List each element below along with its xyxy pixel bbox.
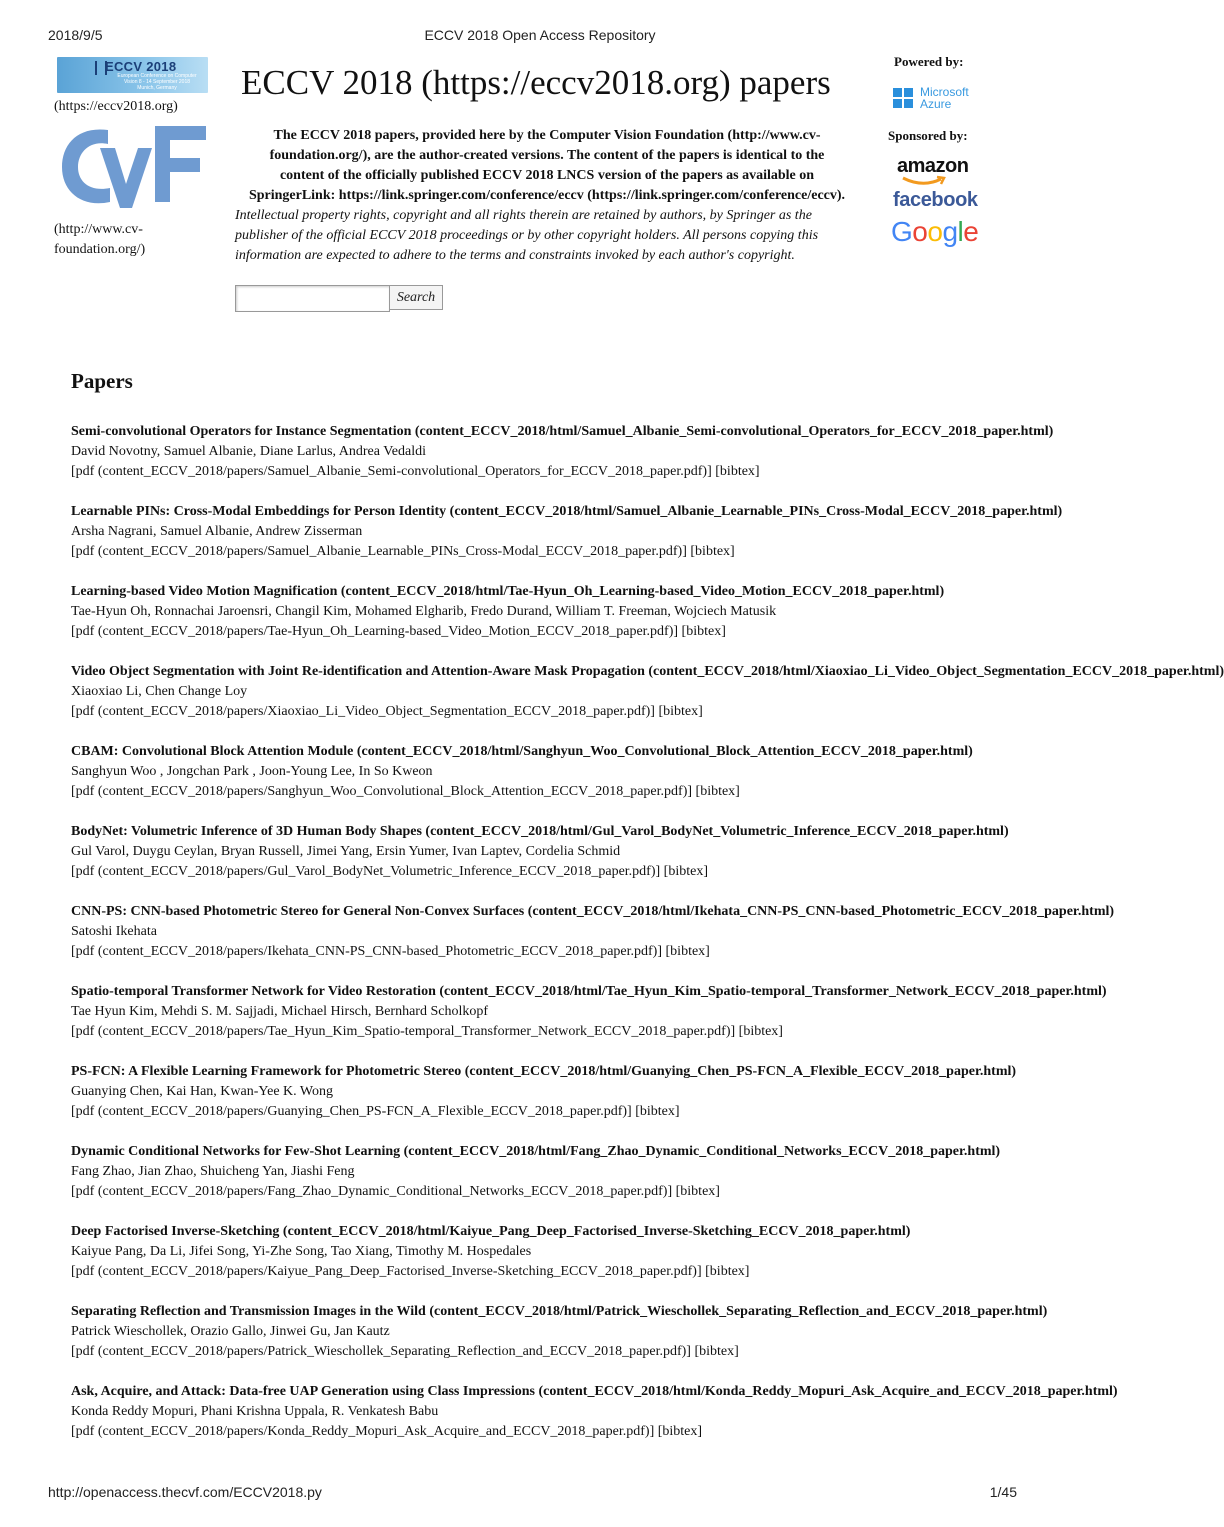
cvf-link[interactable]: (http://www.cv- foundation.org/) — [54, 222, 146, 257]
amazon-logo[interactable]: amazon — [897, 155, 969, 177]
paper-pdf-link[interactable]: [pdf (content_ECCV_2018/papers/Samuel_Albanie_Semi-convolutional_Operators_for_ECCV_2018_paper.pdf)] — [71, 464, 712, 479]
paper-authors: Tae-Hyun Oh, Ronnachai Jaroensri, Changil Kim, Mohamed Elgharib, Fredo Durand, William T. Freeman, Wojciech Matusik — [71, 604, 777, 619]
paper-entry — [71, 1222, 1031, 1302]
paper-title-link[interactable]: PS-FCN: A Flexible Learning Framework for Photometric Stereo (content_ECCV_2018/html/Guanying_Chen_PS-FCN_A_Flexible_ECCV_2018_paper.html) — [71, 1064, 1017, 1079]
paper-pdf-link[interactable]: [pdf (content_ECCV_2018/papers/Kaiyue_Pang_Deep_Factorised_Inverse-Sketching_ECCV_2018_paper.pdf)] — [71, 1264, 702, 1279]
paper-title-link[interactable]: Separating Reflection and Transmission Images in the Wild (content_ECCV_2018/html/Patrick_Wieschollek_Separating_Reflection_and_ECCV_2018_paper.html) — [71, 1304, 1048, 1319]
paper-pdf-link[interactable]: [pdf (content_ECCV_2018/papers/Samuel_Albanie_Learnable_PINs_Cross-Modal_ECCV_2018_paper.pdf)] — [71, 544, 687, 559]
paper-bibtex-link[interactable]: [bibtex] — [658, 704, 703, 719]
amazon-smile-icon — [901, 176, 947, 186]
paper-pdf-link[interactable]: [pdf (content_ECCV_2018/papers/Tae-Hyun_Oh_Learning-based_Video_Motion_ECCV_2018_paper.pdf)] — [71, 624, 679, 639]
powered-by-label: Powered by: — [894, 54, 964, 69]
paper-title-link[interactable]: Deep Factorised Inverse-Sketching (content_ECCV_2018/html/Kaiyue_Pang_Deep_Factorised_Inverse-Sketching_ECCV_2018_paper.html) — [71, 1224, 911, 1239]
paper-bibtex-link[interactable]: [bibtex] — [663, 864, 708, 879]
paper-title-link[interactable]: CBAM: Convolutional Block Attention Module (content_ECCV_2018/html/Sanghyun_Woo_Convolutional_Block_Attention_ECCV_2018_paper.html) — [71, 744, 973, 759]
paper-authors: Tae Hyun Kim, Mehdi S. M. Sajjadi, Michael Hirsch, Bernhard Scholkopf — [71, 1004, 489, 1019]
paper-authors: Konda Reddy Mopuri, Phani Krishna Uppala, R. Venkatesh Babu — [71, 1404, 439, 1419]
paper-authors: Satoshi Ikehata — [71, 924, 157, 939]
paper-pdf-link[interactable]: [pdf (content_ECCV_2018/papers/Patrick_Wieschollek_Separating_Reflection_and_ECCV_2018_paper.pdf)] — [71, 1344, 691, 1359]
eccv-link[interactable]: (https://eccv2018.org) — [54, 99, 178, 114]
paper-bibtex-link[interactable]: [bibtex] — [738, 1024, 783, 1039]
eccv-logo-text: ECCV 2018 — [105, 59, 177, 74]
paper-pdf-link[interactable]: [pdf (content_ECCV_2018/papers/Tae_Hyun_Kim_Spatio-temporal_Transformer_Network_ECCV_2018_paper.pdf)] — [71, 1024, 736, 1039]
intro-italic-line: publisher of the official ECCV 2018 proceedings or by other copyright holders. All persons copying this — [235, 228, 819, 243]
paper-pdf-link[interactable]: [pdf (content_ECCV_2018/papers/Ikehata_CNN-PS_CNN-based_Photometric_ECCV_2018_paper.pdf)] — [71, 944, 663, 959]
intro-bold-line: content of the officially published ECCV 2018 LNCS version of the papers as available on — [279, 168, 815, 183]
paper-pdf-link[interactable]: [pdf (content_ECCV_2018/papers/Sanghyun_Woo_Convolutional_Block_Attention_ECCV_2018_paper.pdf)] — [71, 784, 693, 799]
paper-pdf-link[interactable]: [pdf (content_ECCV_2018/papers/Xiaoxiao_Li_Video_Object_Segmentation_ECCV_2018_paper.pdf)] — [71, 704, 655, 719]
paper-authors: Patrick Wieschollek, Orazio Gallo, Jinwei Gu, Jan Kautz — [71, 1324, 390, 1339]
paper-title-link[interactable]: Video Object Segmentation with Joint Re-identification and Attention-Aware Mask Propagation (content_ECCV_2018/html/Xiaoxiao_Li_Video_Object_Segmentation_ECCV_2018_paper.html) — [71, 664, 1224, 679]
paper-authors: Xiaoxiao Li, Chen Change Loy — [71, 684, 248, 699]
paper-title-link[interactable]: Learning-based Video Motion Magnification (content_ECCV_2018/html/Tae-Hyun_Oh_Learning-based_Video_Motion_ECCV_2018_paper.html) — [71, 584, 945, 599]
print-page-title: ECCV 2018 Open Access Repository — [424, 27, 656, 43]
intro-bold-line: foundation.org/), are the author-created versions. The content of the papers is identical to the — [269, 148, 825, 163]
paper-entry — [71, 742, 1031, 822]
paper-bibtex-link[interactable]: [bibtex] — [715, 464, 760, 479]
paper-entry — [71, 822, 1031, 902]
paper-bibtex-link[interactable]: [bibtex] — [695, 784, 740, 799]
paper-entry — [71, 1382, 1118, 1462]
paper-bibtex-link[interactable]: [bibtex] — [681, 624, 726, 639]
paper-bibtex-link[interactable]: [bibtex] — [665, 944, 710, 959]
azure-logo-text: Microsoft Azure — [920, 85, 969, 111]
sponsored-by-label: Sponsored by: — [888, 128, 968, 143]
paper-title-link[interactable]: CNN-PS: CNN-based Photometric Stereo for General Non-Convex Surfaces (content_ECCV_2018/html/Ikehata_CNN-PS_CNN-based_Photometric_ECCV_2018_paper.html) — [71, 904, 1115, 919]
paper-title-link[interactable]: Learnable PINs: Cross-Modal Embeddings for Person Identity (content_ECCV_2018/html/Samuel_Albanie_Learnable_PINs_Cross-Modal_ECCV_2018_paper.html) — [71, 504, 1063, 519]
paper-authors: Guanying Chen, Kai Han, Kwan-Yee K. Wong — [71, 1084, 333, 1099]
intro-text — [232, 126, 862, 266]
intro-italic-line: Intellectual property rights, copyright and all rights therein are retained by authors, by Springer as the — [235, 208, 812, 223]
google-logo[interactable]: Google — [891, 216, 979, 247]
paper-authors: David Novotny, Samuel Albanie, Diane Larlus, Andrea Vedaldi — [71, 444, 426, 459]
eccv-logo-subtitle: European Conference on Computer Vision 8 - 14 September 2018 Munich, Germany — [117, 73, 197, 91]
intro-italic-line: information are expected to adhere to the terms and constraints invoked by each author's copyright. — [235, 248, 795, 263]
paper-bibtex-link[interactable]: [bibtex] — [635, 1104, 680, 1119]
paper-entry — [71, 1062, 1031, 1142]
print-date: 2018/9/5 — [48, 27, 103, 43]
paper-bibtex-link[interactable]: [bibtex] — [690, 544, 735, 559]
paper-entry — [71, 662, 1224, 742]
paper-title-link[interactable]: Dynamic Conditional Networks for Few-Shot Learning (content_ECCV_2018/html/Fang_Zhao_Dynamic_Conditional_Networks_ECCV_2018_paper.html) — [71, 1144, 1001, 1159]
print-url: http://openaccess.thecvf.com/ECCV2018.py — [48, 1484, 322, 1500]
microsoft-azure-logo[interactable] — [893, 86, 975, 114]
paper-title-link[interactable]: Spatio-temporal Transformer Network for Video Restoration (content_ECCV_2018/html/Tae_Hyun_Kim_Spatio-temporal_Transformer_Network_ECCV_2018_paper.html) — [71, 984, 1107, 999]
paper-bibtex-link[interactable]: [bibtex] — [657, 1424, 703, 1439]
paper-pdf-link[interactable]: [pdf (content_ECCV_2018/papers/Fang_Zhao_Dynamic_Conditional_Networks_ECCV_2018_paper.pdf)] — [71, 1184, 673, 1199]
paper-pdf-link[interactable]: [pdf (content_ECCV_2018/papers/Gul_Varol_BodyNet_Volumetric_Inference_ECCV_2018_paper.pdf)] — [71, 864, 661, 879]
paper-authors: Gul Varol, Duygu Ceylan, Bryan Russell, Jimei Yang, Ersin Yumer, Ivan Laptev, Cordelia Schmid — [71, 844, 621, 859]
paper-entry — [71, 422, 1054, 502]
eccv-logo[interactable] — [57, 57, 208, 93]
paper-authors: Arsha Nagrani, Samuel Albanie, Andrew Zisserman — [71, 524, 363, 539]
print-page-number: 1/45 — [989, 1484, 1017, 1500]
windows-icon — [893, 88, 913, 108]
paper-authors: Kaiyue Pang, Da Li, Jifei Song, Yi-Zhe Song, Tao Xiang, Timothy M. Hospedales — [71, 1244, 532, 1259]
paper-bibtex-link[interactable]: [bibtex] — [705, 1264, 750, 1279]
intro-bold-line: The ECCV 2018 papers, provided here by the Computer Vision Foundation (http://www.cv- — [273, 128, 821, 143]
paper-bibtex-link[interactable]: [bibtex] — [675, 1184, 720, 1199]
paper-title-link[interactable]: BodyNet: Volumetric Inference of 3D Human Body Shapes (content_ECCV_2018/html/Gul_Varol_BodyNet_Volumetric_Inference_ECCV_2018_paper.html) — [71, 824, 1009, 839]
paper-title-link[interactable]: Ask, Acquire, and Attack: Data-free UAP Generation using Class Impressions (content_ECCV_2018/html/Konda_Reddy_Mopuri_Ask_Acquire_and_ECCV_2018_paper.html) — [71, 1384, 1118, 1399]
paper-bibtex-link[interactable]: [bibtex] — [694, 1344, 739, 1359]
print-header — [48, 27, 1032, 45]
paper-entry — [71, 982, 1107, 1062]
paper-pdf-link[interactable]: [pdf (content_ECCV_2018/papers/Konda_Reddy_Mopuri_Ask_Acquire_and_ECCV_2018_paper.pdf)] — [71, 1424, 655, 1439]
paper-entry — [71, 502, 1063, 582]
search-button[interactable]: Search — [389, 285, 443, 310]
search-input[interactable] — [235, 285, 390, 312]
facebook-logo[interactable]: facebook — [893, 189, 978, 211]
paper-title-link[interactable]: Semi-convolutional Operators for Instance Segmentation (content_ECCV_2018/html/Samuel_Albanie_Semi-convolutional_Operators_for_ECCV_2018_paper.html) — [71, 424, 1054, 439]
paper-authors: Sanghyun Woo , Jongchan Park , Joon-Young Lee, In So Kweon — [71, 764, 433, 779]
paper-entry — [71, 902, 1115, 982]
page-title: ECCV 2018 (https://eccv2018.org) papers — [241, 63, 831, 102]
papers-heading: Papers — [71, 369, 133, 393]
paper-pdf-link[interactable]: [pdf (content_ECCV_2018/papers/Guanying_Chen_PS-FCN_A_Flexible_ECCV_2018_paper.pdf)] — [71, 1104, 632, 1119]
print-footer — [48, 1484, 1032, 1502]
paper-authors: Fang Zhao, Jian Zhao, Shuicheng Yan, Jiashi Feng — [71, 1164, 355, 1179]
cvf-logo-icon — [60, 120, 210, 215]
papers-list — [71, 422, 1224, 1462]
paper-entry — [71, 1142, 1031, 1222]
intro-bold-line: SpringerLink: https://link.springer.com/conference/eccv (https://link.springer.com/conference/eccv). — [248, 188, 846, 203]
paper-entry — [71, 1302, 1048, 1382]
paper-entry — [71, 582, 1031, 662]
